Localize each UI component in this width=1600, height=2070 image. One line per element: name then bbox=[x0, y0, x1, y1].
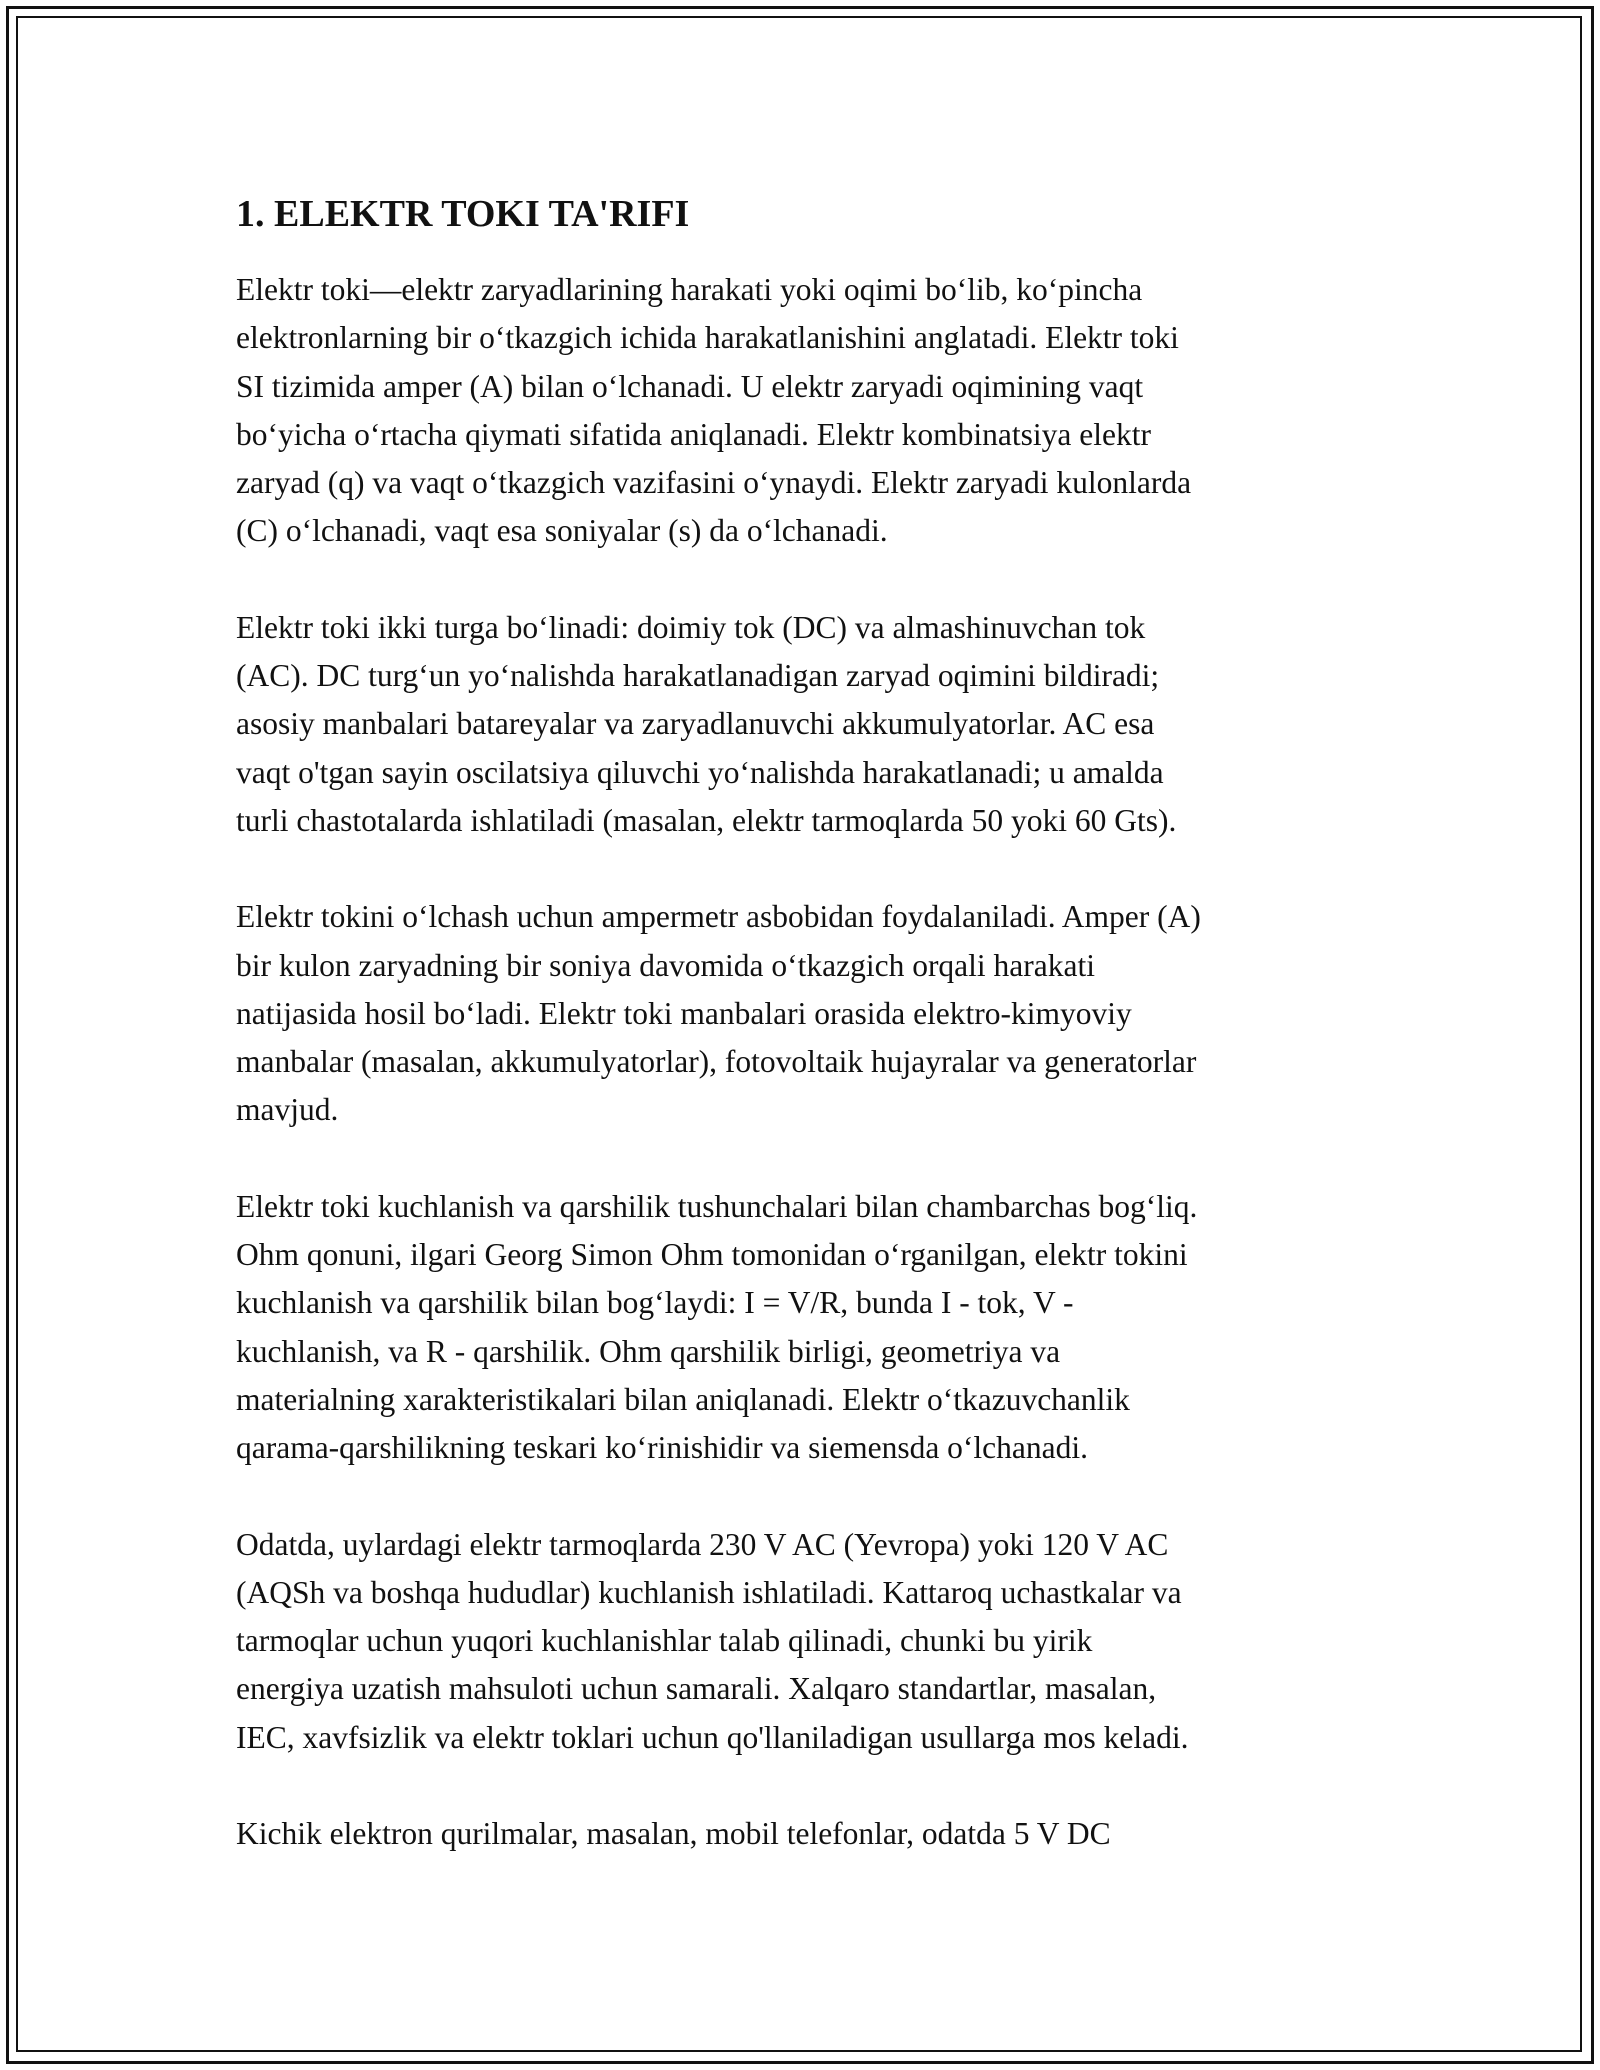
paragraph-grid-voltage: Odatda, uylardagi elektr tarmoqlarda 230 V AC (Yevropa) yoki 120 V AC (AQSh va boshqa hududlar) kuchlanish ishlatiladi. Kattaroq uchastkalar va tarmoqlar uchun yuqori kuchlanishlar talab qilinadi, chunki bu yirik energiya uzatish mahsuloti uchun samarali. Xalqaro standartlar, masalan, IEC, xavfsizlik va elektr toklari uchun qo'llaniladigan usullarga mos keladi. bbox=[236, 1526, 1189, 1755]
section-heading: 1. ELEKTR TOKI TA'RIFI bbox=[236, 193, 690, 235]
paragraph-definition: Elektr toki—elektr zaryadlarining harakati yoki oqimi bo‘lib, ko‘pincha elektronlarning bir o‘tkazgich ichida harakatlanishini anglatadi. Elektr toki SI tizimida amper (A) bilan o‘lchanadi. U elektr zaryadi oqimining vaqt bo‘yicha o‘rtacha qiymati sifatida aniqlanadi. Elektr kombinatsiya elektr zaryad (q) va vaqt o‘tkazgich vazifasini o‘ynaydi. Elektr zaryadi kulonlarda (C) o‘lchanadi, vaqt esa soniyalar (s) da o‘lchanadi. bbox=[236, 272, 1192, 549]
paragraph-ammeter: Elektr tokini o‘lchash uchun ampermetr asbobidan foydalaniladi. Amper (A) bir kulon zaryadning bir soniya davomida o‘tkazgich orqali harakati natijasida hosil bo‘ladi. Elektr toki manbalari orasida elektro-kimyoviy manbalar (masalan, akkumulyatorlar), fotovoltaik hujayralar va generatorlar mavjud. bbox=[236, 899, 1201, 1128]
paragraph-ohm-law: Elektr toki kuchlanish va qarshilik tushunchalari bilan chambarchas bog‘liq. Ohm qonuni, ilgari Georg Simon Ohm tomonidan o‘rganilgan, elektr tokini kuchlanish va qarshilik bilan bog‘laydi: I = V/R, bunda I - tok, V - kuchlanish, va R - qarshilik. Ohm qarshilik birligi, geometriya va materialning xarakteristikalari bilan aniqlanadi. Elektr o‘tkazuvchanlik qarama-qarshilikning teskari ko‘rinishidir va siemensda o‘lchanadi. bbox=[236, 1188, 1198, 1466]
document-body bbox=[236, 186, 1386, 1906]
paragraph-small-devices: Kichik elektron qurilmalar, masalan, mobil telefonlar, odatda 5 V DC bbox=[236, 1816, 1111, 1852]
paragraph-dc-ac: Elektr toki ikki turga bo‘linadi: doimiy tok (DC) va almashinuvchan tok (AC). DC turg‘un yo‘nalishda harakatlanadigan zaryad oqimini bildiradi; asosiy manbalari batareyalar va zaryadlanuvchi akkumulyatorlar. AC esa vaqt o'tgan sayin oscilatsiya qiluvchi yo‘nalishda harakatlanadi; u amalda turli chastotalarda ishlatiladi (masalan, elektr tarmoqlarda 50 yoki 60 Gts). bbox=[236, 609, 1177, 838]
